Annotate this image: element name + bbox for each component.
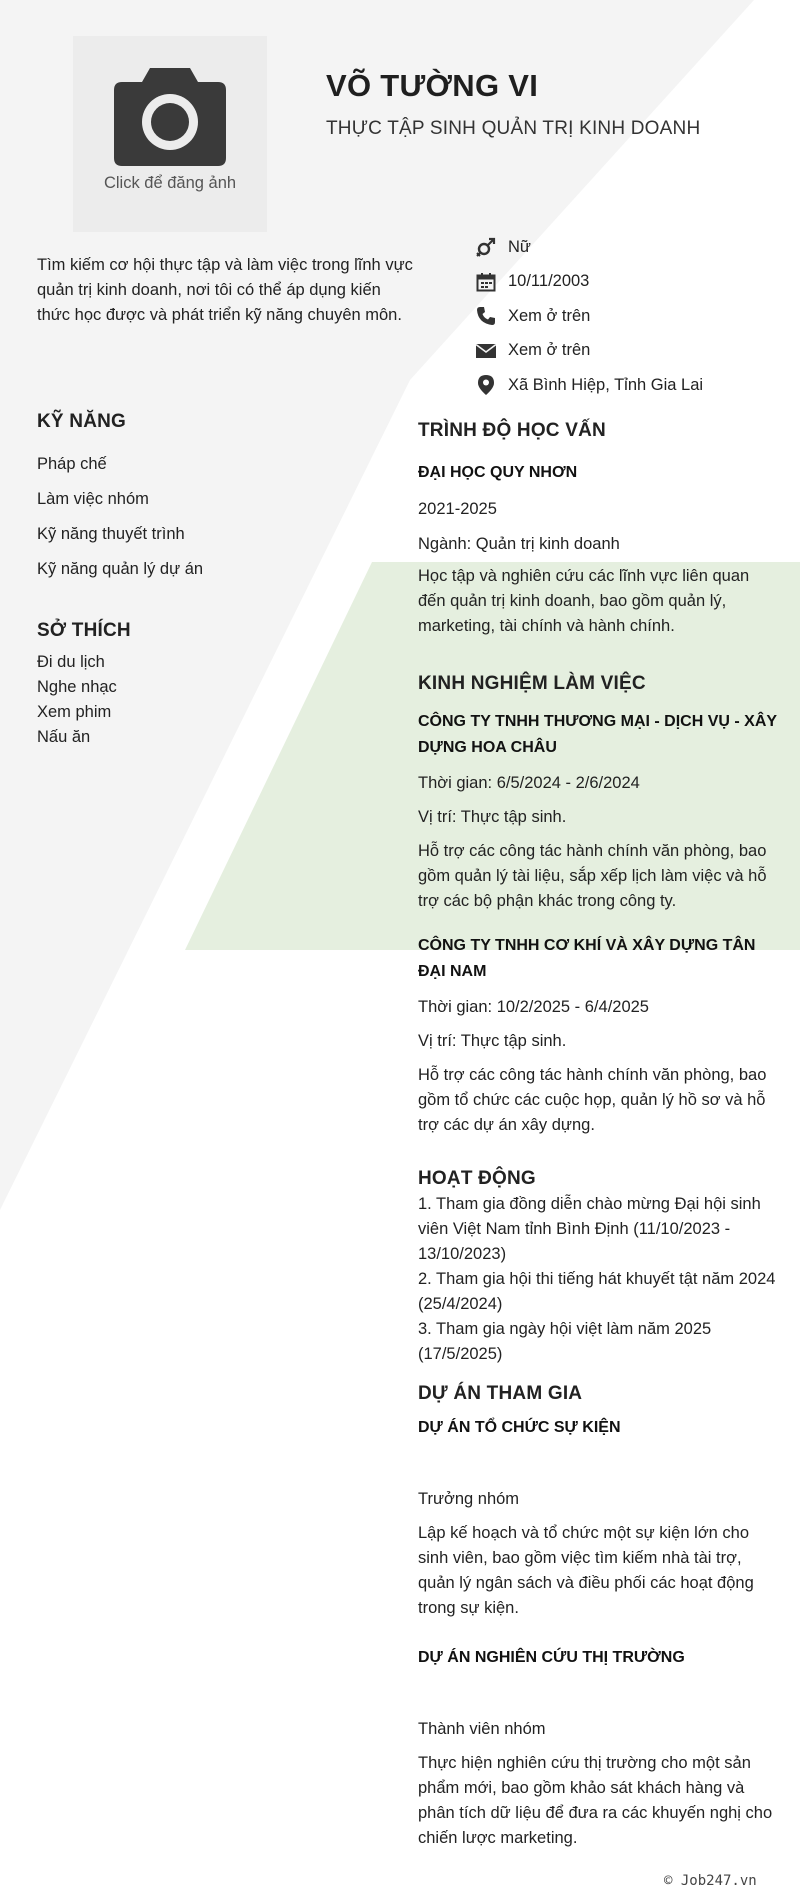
birthday-value: 10/11/2003 xyxy=(508,272,590,291)
contact-address xyxy=(474,368,703,403)
contact-gender xyxy=(474,230,703,265)
photo-placeholder[interactable] xyxy=(73,36,267,232)
career-objective: Tìm kiếm cơ hội thực tập và làm việc trong lĩnh vực quản trị kinh doanh, nơi tôi có thể áp dụng kiến thức học được và phát triển kỹ năng chuyên môn. xyxy=(37,256,413,324)
job-company: CÔNG TY TNHH THƯƠNG MẠI - DỊCH VỤ - XÂY DỰNG HOA CHÂU xyxy=(418,713,777,756)
calendar-icon xyxy=(474,270,498,294)
contact-info xyxy=(474,230,703,403)
education-title: TRÌNH ĐỘ HỌC VẤN xyxy=(418,420,606,441)
phone-icon xyxy=(474,304,498,328)
education-description: Học tập và nghiên cứu các lĩnh vực liên quan đến quản trị kinh doanh, bao gồm quản lý, marketing, tài chính và hành chính. xyxy=(418,567,750,635)
hobbies-list xyxy=(37,650,377,750)
activities-title: HOẠT ĐỘNG xyxy=(418,1168,536,1189)
hobbies-title: SỞ THÍCH xyxy=(37,620,131,641)
education-years: 2021-2025 xyxy=(418,500,497,518)
hobby-item: Nghe nhạc xyxy=(37,678,117,696)
activities-text: 1. Tham gia đồng diễn chào mừng Đại hội sinh viên Việt Nam tỉnh Bình Định (11/10/2023 - 13/10/2023) 2. Tham gia hội thi tiếng hát khuyết tật năm 2024 (25/4/2024) 3. Tham gia ngày hội việt làm năm 2025 (17/5/2025) xyxy=(418,1195,776,1363)
skills-section xyxy=(37,411,377,587)
photo-caption: Click để đăng ảnh xyxy=(103,174,237,192)
projects-section xyxy=(418,1383,780,1851)
job-description: Hỗ trợ các công tác hành chính văn phòng, bao gồm tổ chức các cuộc họp, quản lý hồ sơ và hỗ trợ các dự án xây dựng. xyxy=(418,1066,767,1134)
contact-birthday xyxy=(474,265,703,300)
skill-item: Kỹ năng quản lý dự án xyxy=(37,560,204,578)
projects-title: DỰ ÁN THAM GIA xyxy=(418,1383,583,1404)
contact-email xyxy=(474,334,703,369)
email-value: Xem ở trên xyxy=(508,341,591,360)
education-major: Ngành: Quản trị kinh doanh xyxy=(418,535,620,553)
camera-icon xyxy=(112,64,228,168)
project-description: Thực hiện nghiên cứu thị trường cho một sản phẩm mới, bao gồm khảo sát khách hàng và phân tích dữ liệu để đưa ra các khuyến nghị cho chiến lược marketing. xyxy=(418,1754,773,1847)
project-name: DỰ ÁN NGHIÊN CỨU THỊ TRƯỜNG xyxy=(418,1649,685,1666)
experience-section xyxy=(418,673,780,1138)
project-item xyxy=(418,1645,780,1851)
job-time: Thời gian: 6/5/2024 - 2/6/2024 xyxy=(418,774,640,792)
candidate-title: THỰC TẬP SINH QUẢN TRỊ KINH DOANH xyxy=(326,118,701,139)
job-position: Vị trí: Thực tập sinh. xyxy=(418,1032,567,1050)
activities-section xyxy=(418,1168,780,1367)
hobbies-section xyxy=(37,620,377,750)
skills-title: KỸ NĂNG xyxy=(37,411,127,432)
location-pin-icon xyxy=(474,373,498,397)
candidate-name: VÕ TƯỜNG VI xyxy=(326,68,539,103)
experience-job xyxy=(418,709,780,914)
project-role: Trưởng nhóm xyxy=(418,1490,520,1508)
experience-title: KINH NGHIỆM LÀM VIỆC xyxy=(418,673,646,694)
address-value: Xã Bình Hiệp, Tỉnh Gia Lai xyxy=(508,375,704,394)
hobby-item: Nấu ăn xyxy=(37,728,91,746)
job-company: CÔNG TY TNHH CƠ KHÍ VÀ XÂY DỰNG TÂN ĐẠI NAM xyxy=(418,937,756,980)
gender-value: Nữ xyxy=(508,237,531,256)
footer-credit: © Job247.vn xyxy=(664,1873,757,1889)
job-description: Hỗ trợ các công tác hành chính văn phòng, bao gồm quản lý tài liệu, sắp xếp lịch làm việc và hỗ trợ các bộ phận khác trong công ty. xyxy=(418,842,767,910)
education-section xyxy=(418,420,780,639)
hobby-item: Đi du lịch xyxy=(37,653,105,671)
skills-list xyxy=(37,447,377,587)
project-item xyxy=(418,1415,780,1621)
skill-item: Pháp chế xyxy=(37,455,107,473)
project-name: DỰ ÁN TỔ CHỨC SỰ KIỆN xyxy=(418,1419,621,1436)
skill-item: Kỹ năng thuyết trình xyxy=(37,525,185,543)
project-role: Thành viên nhóm xyxy=(418,1720,546,1738)
education-school: ĐẠI HỌC QUY NHƠN xyxy=(418,464,578,481)
envelope-icon xyxy=(474,339,498,363)
experience-job xyxy=(418,933,780,1138)
gender-icon xyxy=(474,235,498,259)
skill-item: Làm việc nhóm xyxy=(37,490,149,508)
contact-phone xyxy=(474,299,703,334)
phone-value: Xem ở trên xyxy=(508,306,591,325)
project-description: Lập kế hoạch và tổ chức một sự kiện lớn cho sinh viên, bao gồm việc tìm kiếm nhà tài trợ, quản lý ngân sách và điều phối các hoạt động trong sự kiện. xyxy=(418,1524,754,1617)
hobby-item: Xem phim xyxy=(37,703,112,721)
job-position: Vị trí: Thực tập sinh. xyxy=(418,808,567,826)
job-time: Thời gian: 10/2/2025 - 6/4/2025 xyxy=(418,998,649,1016)
